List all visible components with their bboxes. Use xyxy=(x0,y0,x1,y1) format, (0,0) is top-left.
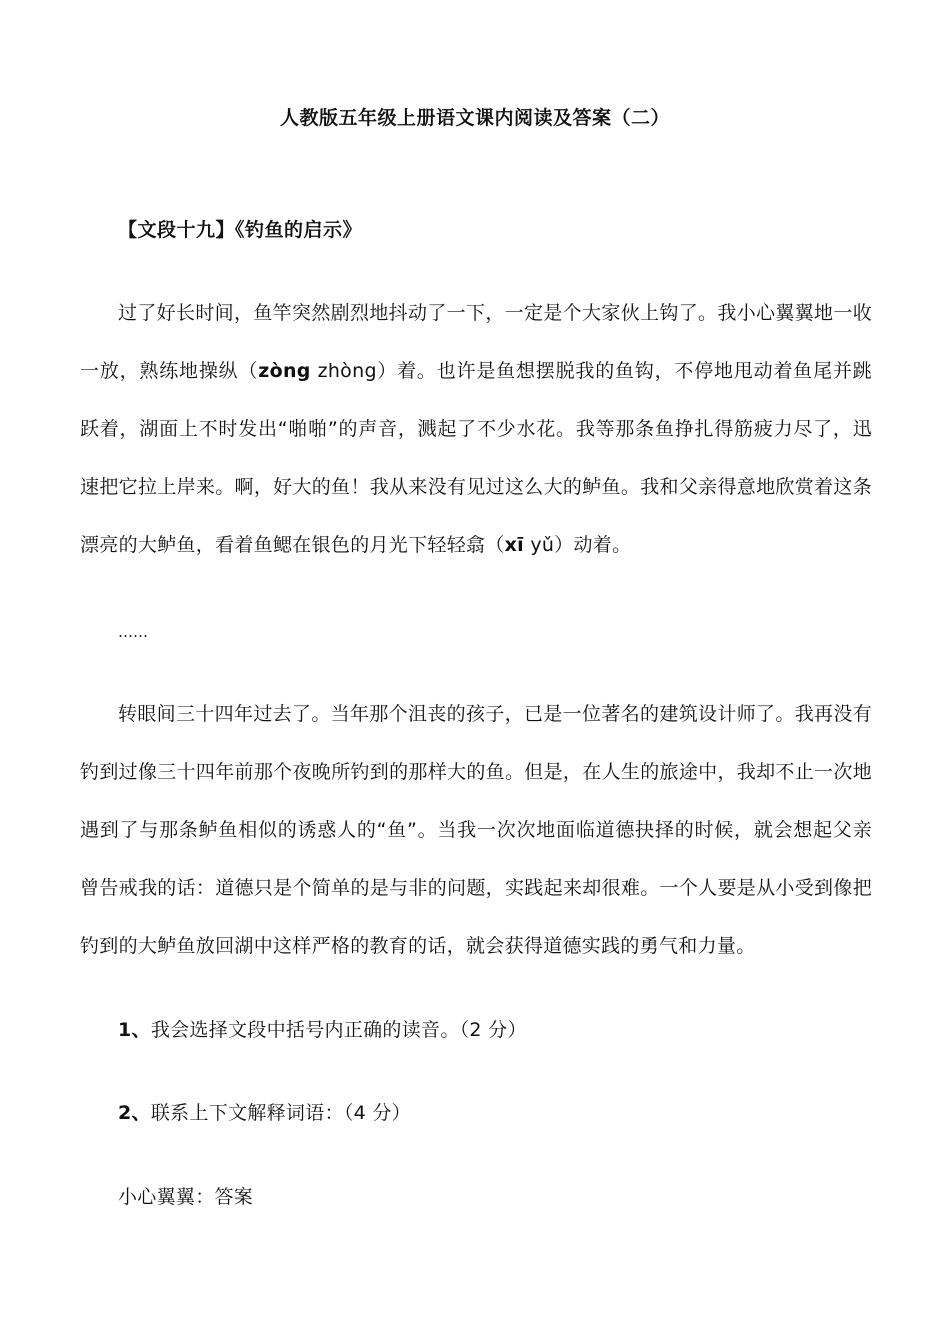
question-1-number: 1、 xyxy=(118,1019,151,1041)
question-2 xyxy=(118,1099,411,1127)
passage-paragraph-1 xyxy=(80,284,872,574)
passage-ellipsis: …… xyxy=(118,623,148,641)
document-title: 人教版五年级上册语文课内阅读及答案（二） xyxy=(279,107,670,129)
answer-line: 小心翼翼：答案 xyxy=(118,1186,254,1208)
pinyin-correct-2: xī xyxy=(504,534,524,556)
pinyin-correct-1: zòng xyxy=(258,360,311,382)
section-heading: 【文段十九】《钓鱼的启示》 xyxy=(118,219,363,241)
question-2-number: 2、 xyxy=(118,1102,151,1124)
question-1-text: 我会选择文段中括号内正确的读音。（2 分） xyxy=(150,1019,527,1041)
paragraph-1-text-b: zhòng）着。也许是鱼想摆脱我的鱼钩，不停地甩动着鱼尾并跳跃着，湖面上不时发出“啪啪”的声音，溅起了不少水花。我等那条鱼挣扎得筋疲力尽了，迅速把它拉上岸来。啊，好大的鱼！我从来没有见过这么大的鲈鱼。我和父亲得意地欣赏着这条漂亮的大鲈鱼，看着鱼鳃在银色的月光下轻轻翕（ xyxy=(80,360,872,556)
question-2-text: 联系上下文解释词语：（4 分） xyxy=(150,1102,411,1124)
question-1 xyxy=(118,1016,527,1044)
paragraph-1-text-a: 过了好长时间，鱼竿突然剧烈地抖动了一下，一定是个大家伙上钩了。我小心翼翼地一收一放，熟练地操纵（ xyxy=(80,302,872,382)
paragraph-1-text-c: yǔ）动着。 xyxy=(523,534,632,556)
passage-paragraph-2: 转眼间三十四年过去了。当年那个沮丧的孩子，已是一位著名的建筑设计师了。我再没有钓到过像三十四年前那个夜晚所钓到的那样大的鱼。但是，在人生的旅途中，我却不止一次地遇到了与那条鲈鱼相似的诱惑人的“鱼”。当我一次次地面临道德抉择的时候，就会想起父亲曾告戒我的话：道德只是个简单的是与非的问题，实践起来却很难。一个人要是从小受到像把钓到的大鲈鱼放回湖中这样严格的教育的话，就会获得道德实践的勇气和力量。 xyxy=(80,703,872,957)
